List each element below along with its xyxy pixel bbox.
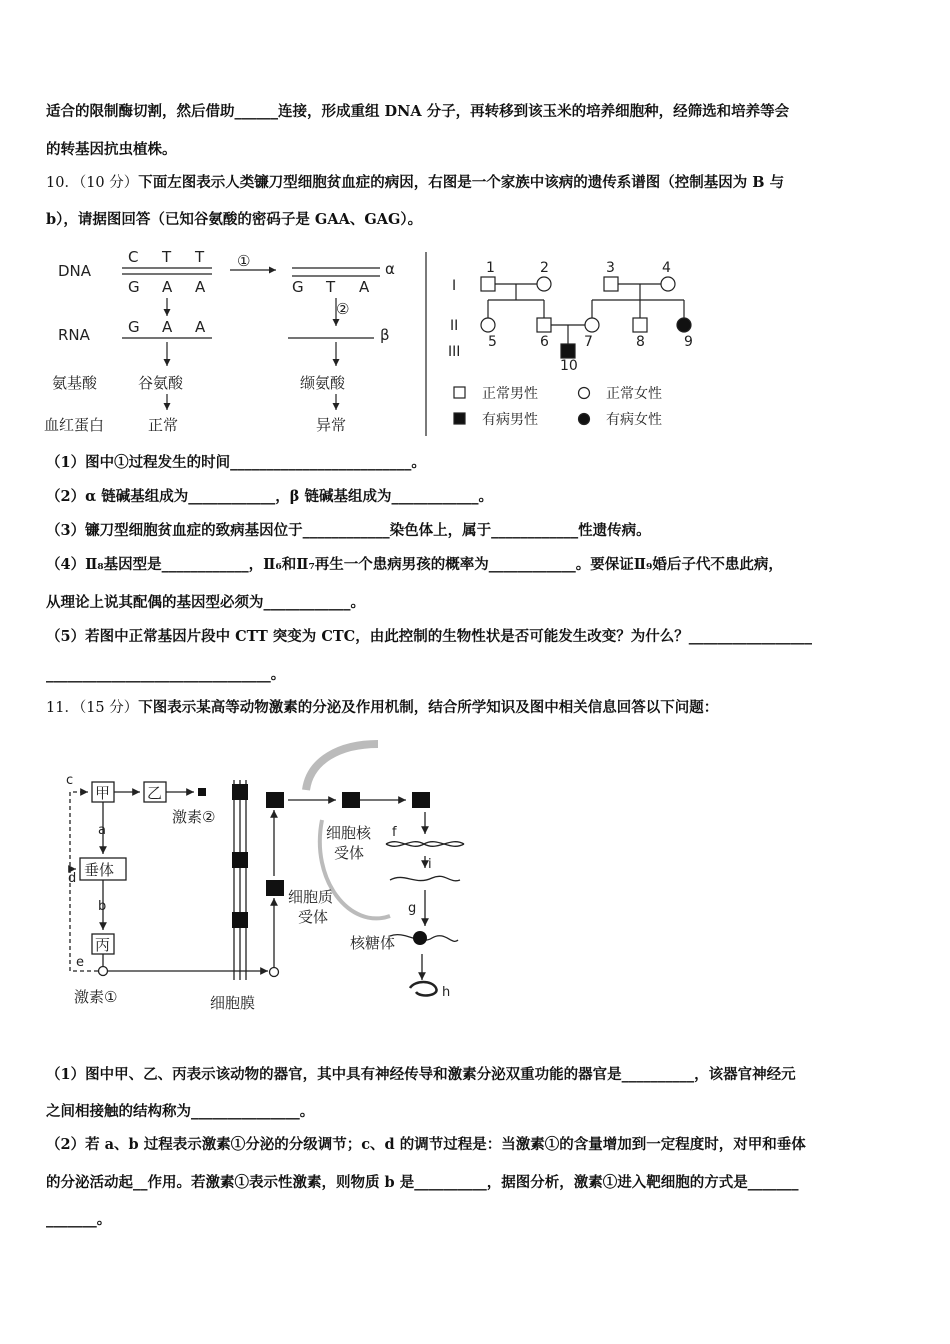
cyto-receptor-line2: 受体 [298,908,329,926]
q9-line-2: 的转基因抗虫植株。 [46,141,177,158]
letter-f: f [392,825,397,840]
q11-part-2b: 的分泌活动起__作用。若激素①表示性激素，则物质 b 是__________，据图分析，激素①进入靶细胞的方式是_______ [46,1174,799,1191]
ind-5-female [481,318,495,332]
mutant-base-1: G [292,278,304,296]
rna-base-3: A [195,318,206,336]
q11-diagram [60,740,490,1020]
membrane-receptor-3 [232,912,248,928]
q10-part-4b: 从理论上说其配偶的基因型必须为____________。 [46,594,365,611]
alpha-label: α [385,260,395,278]
q10-part-3: （3）镰刀型细胞贫血症的致病基因位于____________染色体上，属于____________性遗传病。 [46,522,651,539]
dna-bottom-base-2: A [162,278,173,296]
ind-6: 6 [540,334,549,350]
rna-base-2: A [162,318,173,336]
rna-label: RNA [58,326,90,344]
ribosome-label: 核糖体 [350,934,396,952]
beta-label: β [380,326,390,344]
legend-affected-female: 有病女性 [606,412,662,428]
cytoplasm-receptor [266,880,284,896]
aa-mutant: 缬氨酸 [300,374,346,392]
hemoglobin-label: 血红蛋白 [44,416,105,434]
membrane-receptor-1 [232,784,248,800]
ind-2-female [537,277,551,291]
ind-6-male [537,318,551,332]
ind-9-affected-female [677,318,691,332]
letter-c: c [66,773,74,788]
legend-normal-female: 正常女性 [606,386,662,402]
letter-a: a [98,823,106,838]
dna-top-base-3: T [195,248,205,266]
membrane-label: 细胞膜 [210,994,256,1012]
letter-e: e [76,955,84,970]
q11-part-1b: 之间相接触的结构称为_______________。 [46,1103,315,1120]
ind-4-female [661,277,675,291]
dna-bottom-base-1: G [128,278,140,296]
ind-7-female [585,318,599,332]
legend-square-filled [454,413,465,424]
q10-part-4a: （4）Ⅱ₈基因型是____________，Ⅱ₆和Ⅱ₇再生一个患病男孩的概率为____________。要保证Ⅱ₉婚后子代不患此病， [46,556,783,573]
rna-base-1: G [128,318,140,336]
hormone1-label: 激素① [74,988,118,1006]
dna-top-base-1: C [128,248,139,266]
hormone-receptor-complex-2 [342,792,360,808]
gen-III: III [448,344,461,360]
gen-I: I [452,278,457,294]
dna-label: DNA [58,262,92,280]
membrane-receptor-2 [232,852,248,868]
gen-II: II [450,318,459,334]
legend-circle-open [579,388,590,399]
ind-10-affected-male [561,344,575,358]
ind-3-male [604,277,618,291]
step1-label: ① [237,252,251,270]
q11-stem [46,698,906,718]
q11-part-2c: _______。 [46,1211,112,1228]
nuclear-receptor-line2: 受体 [334,844,365,862]
q10-stem-2: b），请据图回答（已知谷氨酸的密码子是 GAA、GAG）。 [46,211,423,228]
hormone2-block [198,788,206,796]
letter-g: g [408,901,417,916]
q11-number: 11．（15 分） [46,700,139,716]
mutant-base-3: A [359,278,370,296]
ind-7: 7 [584,334,593,350]
hormone-receptor-complex-1 [266,792,284,808]
ind-1: 1 [486,260,495,276]
ind-5: 5 [488,334,497,350]
q10-number: 10．（10 分） [46,175,139,191]
nuclear-receptor-line1: 细胞核 [326,824,372,842]
q10-diagram [44,240,708,440]
q10-stem-text: 下面左图表示人类镰刀型细胞贫血症的病因，右图是一个家族中该病的遗传系谱图（控制基因为 B 与 [138,174,785,191]
ind-9: 9 [684,334,693,350]
hb-mutant: 异常 [316,416,347,434]
legend-affected-male: 有病男性 [482,412,538,428]
legend-circle-filled [579,414,590,425]
ind-4: 4 [662,260,671,276]
organ-jia: 甲 [95,784,111,802]
q11-part-1a: （1）图中甲、乙、丙表示该动物的器官，其中具有神经传导和激素分泌双重功能的器官是__________，该器官神经元 [46,1066,796,1083]
hormone1-circle-target [270,968,279,977]
q10-part-5a: （5）若图中正常基因片段中 CTT 突变为 CTC，由此控制的生物性状是否可能发生改变？为什么？_________________ [46,628,812,645]
ind-2: 2 [540,260,549,276]
legend-square-open [454,387,465,398]
ribosome-mark [413,931,427,945]
step2-label: ② [336,300,350,318]
hormone2-label: 激素② [172,808,216,826]
letter-d: d [68,871,77,886]
organ-chuiti: 垂体 [84,861,115,879]
ind-8: 8 [636,334,645,350]
mutant-base-2: T [326,278,336,296]
aa-normal: 谷氨酸 [138,374,184,392]
hormone1-circle-source [99,967,108,976]
letter-b: b [98,899,107,914]
q9-line-1: 适合的限制酶切割，然后借助______连接，形成重组 DNA 分子，再转移到该玉米的培养细胞种，经筛选和培养等会 [46,103,790,120]
organ-bing: 丙 [95,936,111,954]
hormone-receptor-complex-3 [412,792,430,808]
dna-top-base-2: T [162,248,172,266]
ind-10: 10 [560,358,578,374]
ind-1-male [481,277,495,291]
ind-8-male [633,318,647,332]
q11-part-2a: （2）若 a、b 过程表示激素①分泌的分级调节；c、d 的调节过程是：当激素①的含量增加到一定程度时，对甲和垂体 [46,1136,806,1153]
amino-acid-label: 氨基酸 [52,374,98,392]
letter-i: i [428,857,432,872]
letter-h: h [442,985,451,1000]
q10-part-1: （1）图中①过程发生的时间_________________________。 [46,454,426,471]
hb-normal: 正常 [148,416,179,434]
ind-3: 3 [606,260,615,276]
cyto-receptor-line1: 细胞质 [288,888,334,906]
q11-stem-text: 下图表示某高等动物激素的分泌及作用机制，结合所学知识及图中相关信息回答以下问题： [138,699,719,716]
organ-yi: 乙 [147,784,163,802]
q10-part-5b: _______________________________。 [46,666,286,683]
q10-part-2: （2）α 链碱基组成为____________，β 链碱基组成为____________。 [46,488,493,505]
q10-stem-1 [46,173,906,193]
dna-bottom-base-3: A [195,278,206,296]
legend-normal-male: 正常男性 [482,386,538,402]
